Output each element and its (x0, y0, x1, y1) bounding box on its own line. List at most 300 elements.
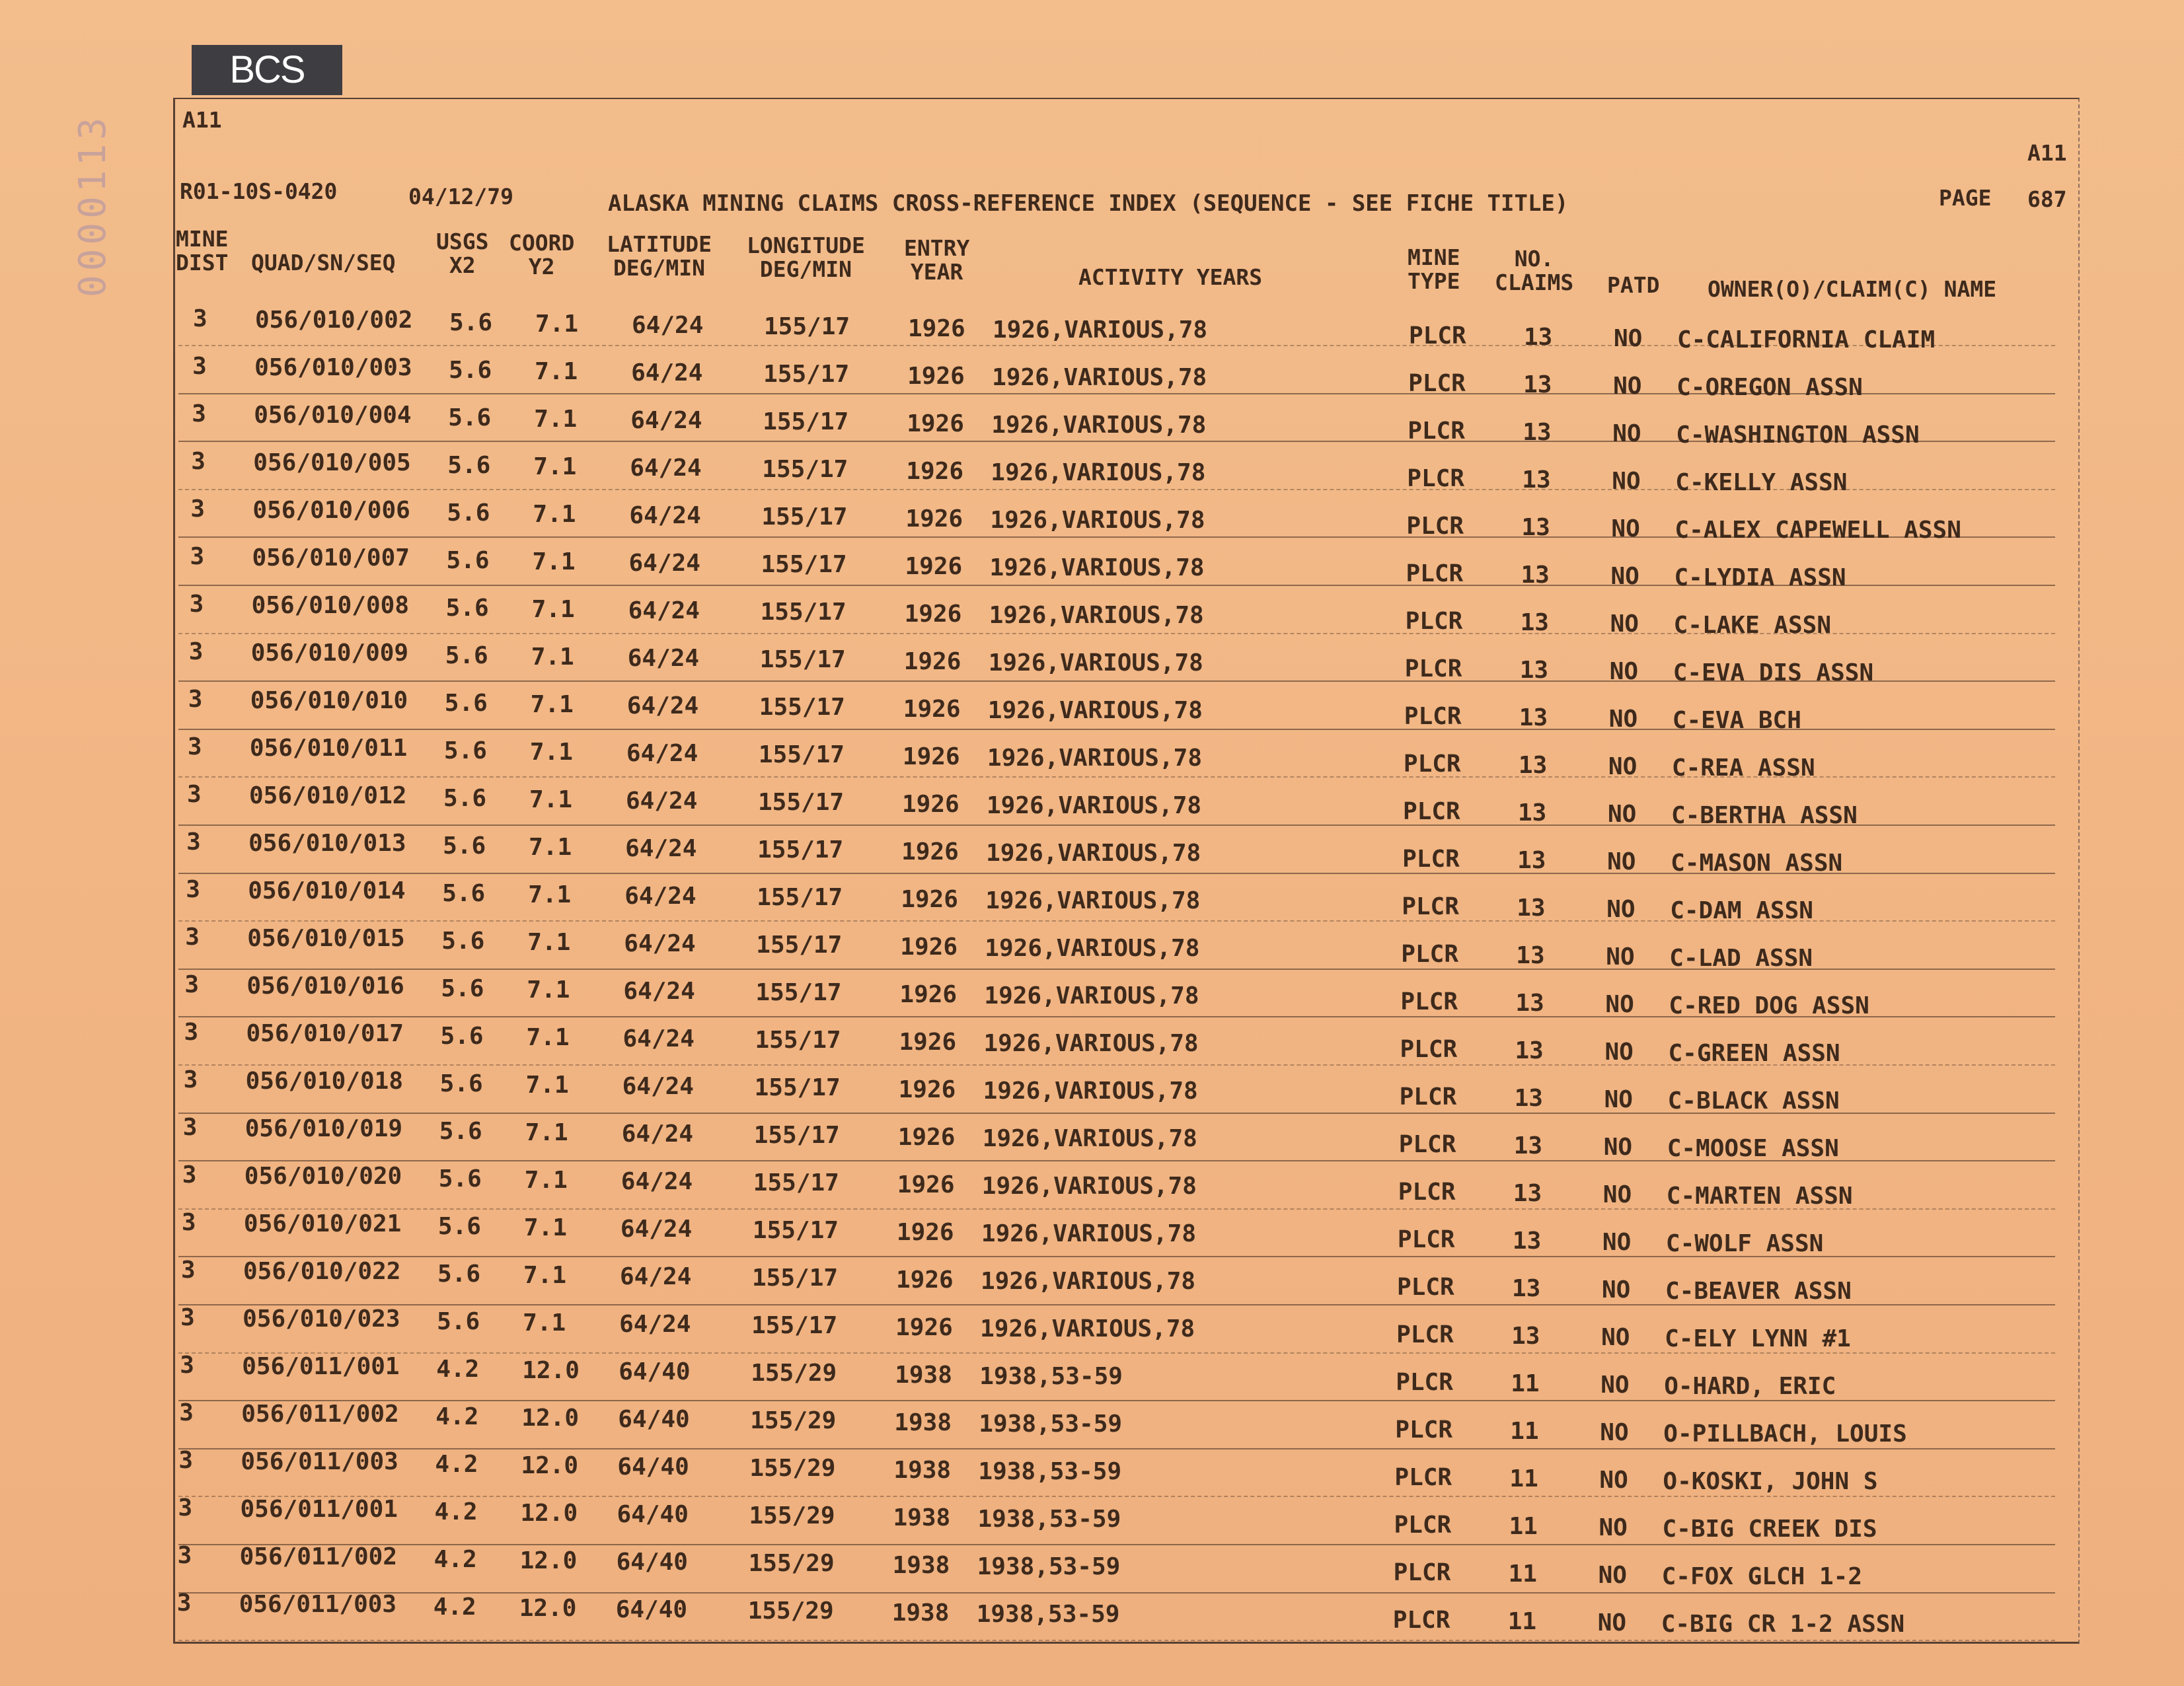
cell-usgs-x2: 5.6 (445, 594, 489, 622)
cell-latitude: 64/24 (619, 1310, 691, 1338)
cell-mine-type: PLCR (1404, 703, 1462, 731)
cell-quad: 056/011/002 (241, 1400, 399, 1428)
cell-quad: 056/010/015 (247, 924, 405, 952)
table-row (178, 1351, 2068, 1399)
cell-activity-years: 1926,VARIOUS,78 (984, 982, 1199, 1010)
cell-coord-y2: 7.1 (527, 928, 571, 956)
cell-mine-type: PLCR (1394, 1512, 1452, 1539)
cell-entry-year: 1926 (907, 363, 965, 390)
cell-latitude: 64/24 (630, 406, 702, 434)
cell-coord-y2: 7.1 (523, 1309, 566, 1337)
cell-quad: 056/010/004 (254, 401, 412, 429)
cell-owner-claim-name: C-LAD ASSN (1669, 944, 1813, 972)
cell-patd: NO (1602, 1181, 1632, 1209)
table-row (178, 1447, 2068, 1494)
cell-no-claims: 11 (1508, 1560, 1537, 1588)
cell-usgs-x2: 5.6 (447, 499, 490, 527)
cell-no-claims: 13 (1521, 562, 1550, 589)
cell-longitude: 155/29 (748, 1550, 835, 1578)
cell-entry-year: 1926 (904, 601, 962, 628)
cell-mine-dist: 3 (176, 1590, 192, 1617)
cell-activity-years: 1938,53-59 (977, 1553, 1121, 1581)
cell-mine-dist: 3 (187, 781, 202, 809)
cell-quad: 056/010/014 (248, 877, 406, 904)
cell-activity-years: 1926,VARIOUS,78 (989, 554, 1205, 582)
cell-owner-claim-name: C-FOX GLCH 1-2 (1661, 1562, 1863, 1590)
cell-owner-claim-name: O-PILLBACH, LOUIS (1663, 1420, 1907, 1448)
cell-longitude: 155/17 (760, 599, 847, 626)
cell-no-claims: 13 (1519, 704, 1548, 732)
cell-latitude: 64/24 (623, 977, 695, 1005)
cell-mine-type: PLCR (1392, 1607, 1450, 1634)
cell-owner-claim-name: C-MOOSE ASSN (1667, 1134, 1839, 1162)
cell-activity-years: 1926,VARIOUS,78 (983, 1078, 1198, 1105)
cell-quad: 056/011/001 (242, 1352, 400, 1380)
cell-quad: 056/010/017 (246, 1019, 404, 1047)
cell-coord-y2: 7.1 (534, 405, 578, 433)
cell-latitude: 64/24 (620, 1215, 693, 1243)
col-coord: COORD Y2 (509, 230, 575, 279)
col-usgs: USGS X2 (436, 229, 489, 278)
cell-coord-y2: 7.1 (530, 690, 574, 718)
cell-latitude: 64/24 (631, 359, 703, 386)
cell-usgs-x2: 4.2 (435, 1450, 478, 1478)
cell-patd: NO (1602, 1276, 1631, 1304)
col-entry-year: ENTRY YEAR (904, 235, 970, 285)
cell-activity-years: 1926,VARIOUS,78 (981, 1268, 1196, 1296)
cell-longitude: 155/17 (753, 1169, 839, 1197)
cell-entry-year: 1938 (892, 1552, 950, 1580)
table-row (178, 871, 2068, 924)
cell-mine-type: PLCR (1395, 1416, 1452, 1444)
cell-patd: NO (1605, 991, 1634, 1019)
cell-mine-dist: 3 (187, 733, 202, 761)
cell-patd: NO (1613, 373, 1642, 400)
cell-owner-claim-name: C-OREGON ASSN (1676, 373, 1863, 401)
cell-entry-year: 1938 (893, 1457, 952, 1484)
cell-coord-y2: 7.1 (525, 1071, 569, 1099)
cell-mine-dist: 3 (189, 591, 204, 618)
cell-longitude: 155/17 (755, 979, 842, 1007)
cell-entry-year: 1938 (893, 1504, 951, 1532)
cell-usgs-x2: 5.6 (438, 1165, 482, 1192)
cell-mine-dist: 3 (193, 305, 207, 333)
cell-entry-year: 1926 (899, 981, 958, 1009)
table-row (178, 392, 2068, 449)
cell-coord-y2: 7.1 (533, 500, 576, 528)
cell-latitude: 64/24 (621, 1167, 693, 1195)
cell-no-claims: 13 (1523, 371, 1552, 399)
cell-no-claims: 13 (1523, 419, 1552, 447)
cell-quad: 056/010/018 (245, 1067, 404, 1095)
table-row (178, 440, 2068, 496)
cell-latitude: 64/24 (620, 1263, 692, 1290)
cell-quad: 056/011/001 (240, 1495, 398, 1523)
cell-mine-dist: 3 (181, 1209, 196, 1237)
cell-patd: NO (1607, 848, 1636, 876)
cell-coord-y2: 7.1 (528, 881, 572, 908)
table-row (178, 776, 2068, 829)
cell-mine-type: PLCR (1405, 608, 1463, 636)
cell-patd: NO (1604, 1039, 1634, 1066)
cell-longitude: 155/17 (751, 1312, 838, 1340)
cell-latitude: 64/40 (617, 1453, 689, 1481)
cell-mine-dist: 3 (191, 448, 206, 476)
cell-mine-type: PLCR (1407, 465, 1464, 493)
cell-quad: 056/010/008 (251, 591, 410, 619)
cell-quad: 056/010/021 (243, 1210, 402, 1237)
cell-longitude: 155/17 (753, 1122, 840, 1150)
cell-entry-year: 1938 (894, 1409, 952, 1437)
cell-mine-dist: 3 (178, 1447, 194, 1475)
cell-mine-type: PLCR (1399, 1083, 1457, 1111)
cell-usgs-x2: 4.2 (436, 1355, 480, 1383)
cell-coord-y2: 7.1 (531, 595, 575, 623)
cell-owner-claim-name: C-BIG CREEK DIS (1662, 1515, 1877, 1543)
cell-no-claims: 13 (1515, 1037, 1544, 1065)
cell-latitude: 64/24 (624, 882, 697, 910)
cell-owner-claim-name: C-WASHINGTON ASSN (1676, 421, 1920, 449)
cell-longitude: 155/29 (749, 1455, 836, 1483)
cell-usgs-x2: 4.2 (433, 1545, 477, 1573)
cell-activity-years: 1926,VARIOUS,78 (980, 1315, 1195, 1343)
cell-no-claims: 13 (1517, 847, 1546, 875)
cell-mine-type: PLCR (1400, 988, 1458, 1016)
cell-entry-year: 1938 (891, 1599, 950, 1627)
table-row (178, 536, 2068, 591)
table-row (178, 1064, 2068, 1115)
table-row (178, 632, 2068, 686)
cell-mine-dist: 3 (182, 1161, 197, 1189)
cell-coord-y2: 7.1 (529, 738, 573, 766)
cell-latitude: 64/24 (626, 787, 698, 815)
cell-coord-y2: 12.0 (522, 1356, 580, 1384)
cell-longitude: 155/29 (749, 1502, 835, 1530)
cell-entry-year: 1926 (903, 648, 961, 676)
cell-quad: 056/011/002 (239, 1543, 398, 1570)
cell-activity-years: 1938,53-59 (978, 1458, 1122, 1486)
cell-longitude: 155/17 (763, 408, 849, 436)
table-row (178, 344, 2068, 401)
cell-no-claims: 11 (1510, 1418, 1539, 1446)
page-number: 687 (2027, 186, 2067, 212)
cell-owner-claim-name: C-REA ASSN (1671, 754, 1815, 782)
cell-patd: NO (1611, 515, 1640, 543)
cell-quad: 056/011/003 (239, 1590, 397, 1618)
cell-mine-type: PLCR (1396, 1369, 1453, 1397)
cell-activity-years: 1926,VARIOUS,78 (987, 745, 1202, 772)
cell-mine-type: PLCR (1398, 1131, 1456, 1159)
cell-coord-y2: 12.0 (520, 1499, 578, 1527)
cell-owner-claim-name: C-CALIFORNIA CLAIM (1677, 326, 1936, 353)
cell-mine-type: PLCR (1396, 1321, 1454, 1349)
cell-patd: NO (1604, 1086, 1633, 1114)
cell-no-claims: 11 (1507, 1608, 1537, 1636)
cell-patd: NO (1608, 706, 1638, 733)
col-owner-claim-name: OWNER(O)/CLAIM(C) NAME (1708, 276, 1997, 302)
cell-entry-year: 1926 (902, 791, 960, 819)
cell-quad: 056/010/019 (245, 1115, 403, 1142)
cell-coord-y2: 12.0 (519, 1547, 578, 1574)
cell-longitude: 155/17 (754, 1074, 841, 1102)
cell-activity-years: 1926,VARIOUS,78 (991, 412, 1207, 439)
cell-no-claims: 13 (1518, 799, 1547, 827)
cell-latitude: 64/24 (628, 549, 700, 577)
cell-no-claims: 13 (1524, 324, 1553, 351)
cell-quad: 056/011/003 (241, 1448, 398, 1475)
cell-longitude: 155/29 (747, 1597, 834, 1625)
table-row (178, 488, 2068, 544)
cell-owner-claim-name: C-ALEX CAPEWELL ASSN (1675, 516, 1961, 544)
cell-mine-type: PLCR (1408, 370, 1466, 398)
row-rule (178, 1640, 2055, 1641)
cell-activity-years: 1926,VARIOUS,78 (993, 316, 1208, 344)
cell-activity-years: 1926,VARIOUS,78 (981, 1220, 1196, 1248)
report-date: 04/12/79 (408, 184, 513, 209)
cell-longitude: 155/29 (750, 1407, 837, 1435)
cell-longitude: 155/17 (758, 789, 845, 817)
table-row (178, 1303, 2068, 1351)
cell-mine-dist: 3 (188, 686, 203, 714)
cell-activity-years: 1926,VARIOUS,78 (987, 792, 1202, 820)
table-row (178, 1207, 2068, 1255)
col-activity-years: ACTIVITY YEARS (1078, 264, 1263, 290)
table-row (178, 967, 2068, 1019)
cell-usgs-x2: 5.6 (437, 1212, 481, 1240)
cell-usgs-x2: 5.6 (443, 784, 487, 812)
cell-entry-year: 1926 (905, 505, 963, 533)
cell-quad: 056/010/013 (248, 829, 406, 857)
cell-patd: NO (1608, 753, 1638, 781)
cell-mine-dist: 3 (178, 1494, 193, 1522)
cell-owner-claim-name: C-EVA DIS ASSN (1673, 659, 1874, 686)
cell-latitude: 64/40 (615, 1595, 688, 1623)
cell-patd: NO (1602, 1229, 1632, 1257)
cell-quad: 056/010/020 (244, 1162, 402, 1190)
cell-no-claims: 13 (1516, 942, 1545, 970)
cell-latitude: 64/40 (616, 1548, 688, 1576)
cell-mine-dist: 3 (192, 400, 206, 428)
cell-usgs-x2: 5.6 (449, 356, 492, 384)
cell-owner-claim-name: C-BEAVER ASSN (1665, 1277, 1852, 1305)
cell-entry-year: 1926 (907, 410, 964, 438)
col-latitude: LATITUDE DEG/MIN (607, 231, 712, 281)
cell-entry-year: 1926 (898, 1076, 956, 1104)
cell-quad: 056/010/016 (246, 972, 404, 1000)
cell-owner-claim-name: C-RED DOG ASSN (1669, 992, 1869, 1019)
col-longitude: LONGITUDE DEG/MIN (747, 233, 865, 282)
cell-usgs-x2: 5.6 (443, 832, 486, 860)
cell-no-claims: 11 (1509, 1513, 1538, 1541)
cell-usgs-x2: 5.6 (443, 737, 487, 764)
cell-activity-years: 1926,VARIOUS,78 (986, 840, 1201, 867)
cell-coord-y2: 7.1 (533, 453, 577, 480)
cell-latitude: 64/40 (618, 1405, 690, 1433)
cell-longitude: 155/17 (762, 456, 848, 484)
cell-coord-y2: 7.1 (523, 1261, 567, 1289)
cell-no-claims: 13 (1521, 514, 1550, 542)
cell-latitude: 64/24 (624, 930, 696, 957)
cell-no-claims: 11 (1511, 1370, 1540, 1398)
cell-patd: NO (1606, 943, 1635, 971)
table-row (178, 1015, 2068, 1067)
cell-activity-years: 1926,VARIOUS,78 (992, 364, 1207, 392)
col-patd: PATD (1607, 272, 1660, 298)
cell-usgs-x2: 5.6 (448, 404, 492, 431)
cell-activity-years: 1926,VARIOUS,78 (987, 697, 1203, 725)
cell-activity-years: 1938,53-59 (976, 1601, 1120, 1629)
cell-patd: NO (1609, 658, 1639, 686)
cell-mine-type: PLCR (1402, 846, 1460, 873)
cell-mine-type: PLCR (1401, 941, 1458, 969)
cell-no-claims: 11 (1509, 1465, 1538, 1493)
cell-latitude: 64/40 (617, 1500, 689, 1528)
cell-patd: NO (1608, 801, 1637, 828)
cell-entry-year: 1926 (897, 1124, 956, 1152)
cell-owner-claim-name: C-LAKE ASSN (1673, 611, 1832, 639)
cell-quad: 056/010/010 (250, 686, 408, 714)
table-row (178, 1495, 2068, 1543)
form-code-left: A11 (182, 107, 222, 133)
cell-owner-claim-name: O-KOSKI, JOHN S (1663, 1467, 1878, 1495)
cell-mine-dist: 3 (186, 876, 200, 904)
cell-coord-y2: 7.1 (535, 357, 578, 385)
cell-usgs-x2: 5.6 (441, 927, 485, 955)
cell-quad: 056/010/006 (252, 496, 410, 524)
cell-patd: NO (1612, 468, 1641, 495)
cell-owner-claim-name: C-ELY LYNN #1 (1665, 1325, 1851, 1352)
cell-activity-years: 1938,53-59 (979, 1363, 1123, 1391)
cell-quad: 056/010/011 (249, 734, 408, 762)
cell-usgs-x2: 5.6 (447, 451, 491, 479)
cell-quad: 056/010/002 (255, 306, 413, 334)
cell-owner-claim-name: O-HARD, ERIC (1664, 1372, 1836, 1400)
cell-coord-y2: 7.1 (535, 310, 579, 338)
cell-no-claims: 13 (1520, 609, 1549, 637)
cell-mine-dist: 3 (181, 1257, 196, 1284)
table-row (178, 1111, 2068, 1162)
cell-activity-years: 1926,VARIOUS,78 (981, 1173, 1197, 1200)
cell-activity-years: 1926,VARIOUS,78 (989, 602, 1204, 630)
cell-mine-dist: 3 (179, 1399, 194, 1427)
cell-quad: 056/010/012 (249, 782, 407, 809)
cell-latitude: 64/24 (625, 834, 697, 862)
cell-entry-year: 1926 (901, 838, 959, 866)
col-mine-dist: MINE DIST (176, 226, 229, 275)
cell-activity-years: 1926,VARIOUS,78 (983, 1030, 1199, 1058)
cell-patd: NO (1600, 1419, 1629, 1447)
cell-mine-type: PLCR (1397, 1226, 1455, 1254)
cell-no-claims: 13 (1512, 1275, 1541, 1303)
cell-owner-claim-name: C-BIG CR 1-2 ASSN (1661, 1610, 1905, 1638)
report-id: R01-10S-0420 (180, 178, 338, 204)
cell-no-claims: 13 (1514, 1085, 1543, 1113)
cell-usgs-x2: 5.6 (437, 1307, 480, 1335)
cell-owner-claim-name: C-GREEN ASSN (1668, 1039, 1840, 1067)
cell-usgs-x2: 5.6 (442, 879, 486, 907)
cell-no-claims: 13 (1513, 1180, 1542, 1208)
cell-latitude: 64/24 (621, 1120, 694, 1148)
cell-latitude: 64/24 (628, 597, 700, 624)
cell-mine-type: PLCR (1400, 1036, 1458, 1064)
cell-entry-year: 1926 (905, 553, 963, 581)
cell-latitude: 64/24 (622, 1072, 694, 1100)
cell-longitude: 155/17 (761, 551, 847, 579)
table-row (178, 1399, 2068, 1447)
cell-mine-type: PLCR (1406, 513, 1464, 540)
cell-mine-type: PLCR (1409, 322, 1466, 350)
cell-mine-type: PLCR (1394, 1464, 1452, 1492)
cell-longitude: 155/17 (755, 1027, 841, 1054)
cell-quad: 056/010/023 (243, 1305, 400, 1333)
cell-longitude: 155/17 (756, 932, 843, 959)
cell-coord-y2: 12.0 (521, 1451, 579, 1479)
cell-mine-type: PLCR (1404, 655, 1462, 683)
cell-patd: NO (1601, 1324, 1630, 1352)
cell-mine-dist: 3 (184, 1019, 199, 1046)
side-sequence-number: 0000113 (71, 113, 114, 297)
cell-mine-dist: 3 (180, 1304, 195, 1332)
table-row (178, 680, 2068, 734)
table-row (178, 920, 2068, 972)
cell-coord-y2: 7.1 (532, 548, 576, 575)
cell-mine-dist: 3 (190, 543, 205, 571)
cell-coord-y2: 7.1 (527, 976, 570, 1004)
cell-owner-claim-name: C-WOLF ASSN (1665, 1229, 1824, 1257)
cell-longitude: 155/17 (752, 1217, 839, 1245)
cell-usgs-x2: 4.2 (434, 1498, 478, 1525)
cell-mine-type: PLCR (1397, 1274, 1454, 1301)
cell-activity-years: 1926,VARIOUS,78 (985, 887, 1201, 915)
col-mine-type: MINE TYPE (1408, 244, 1460, 294)
cell-entry-year: 1926 (903, 696, 961, 723)
cell-entry-year: 1938 (895, 1362, 952, 1389)
cell-owner-claim-name: C-LYDIA ASSN (1674, 564, 1846, 591)
cell-mine-dist: 3 (185, 924, 200, 951)
cell-longitude: 155/17 (761, 503, 848, 531)
cell-coord-y2: 7.1 (524, 1166, 568, 1194)
cell-latitude: 64/24 (632, 311, 704, 339)
cell-no-claims: 13 (1517, 895, 1546, 922)
table-row (178, 727, 2068, 782)
cell-usgs-x2: 5.6 (441, 974, 484, 1002)
cell-latitude: 64/24 (629, 501, 701, 529)
cell-no-claims: 13 (1518, 752, 1548, 780)
cell-owner-claim-name: C-MASON ASSN (1671, 849, 1843, 877)
cell-entry-year: 1926 (902, 743, 960, 771)
table-row (178, 1591, 2068, 1638)
cell-latitude: 64/40 (619, 1358, 691, 1385)
cell-usgs-x2: 5.6 (439, 1117, 482, 1145)
cell-entry-year: 1926 (901, 886, 958, 914)
cell-longitude: 155/17 (764, 313, 850, 341)
cell-coord-y2: 7.1 (526, 1023, 570, 1051)
cell-mine-dist: 3 (180, 1352, 194, 1379)
cell-usgs-x2: 5.6 (449, 309, 493, 336)
cell-entry-year: 1926 (896, 1219, 954, 1247)
cell-mine-dist: 3 (183, 1066, 198, 1094)
table-row (178, 584, 2068, 639)
cell-patd: NO (1603, 1134, 1633, 1161)
cell-no-claims: 13 (1513, 1132, 1543, 1160)
cell-quad: 056/010/022 (243, 1257, 401, 1285)
cell-quad: 056/010/003 (254, 353, 412, 381)
table-row (178, 1159, 2068, 1210)
cell-owner-claim-name: C-BERTHA ASSN (1671, 801, 1858, 829)
cell-coord-y2: 7.1 (529, 786, 573, 813)
cell-no-claims: 13 (1512, 1228, 1542, 1255)
cell-longitude: 155/29 (751, 1360, 837, 1387)
